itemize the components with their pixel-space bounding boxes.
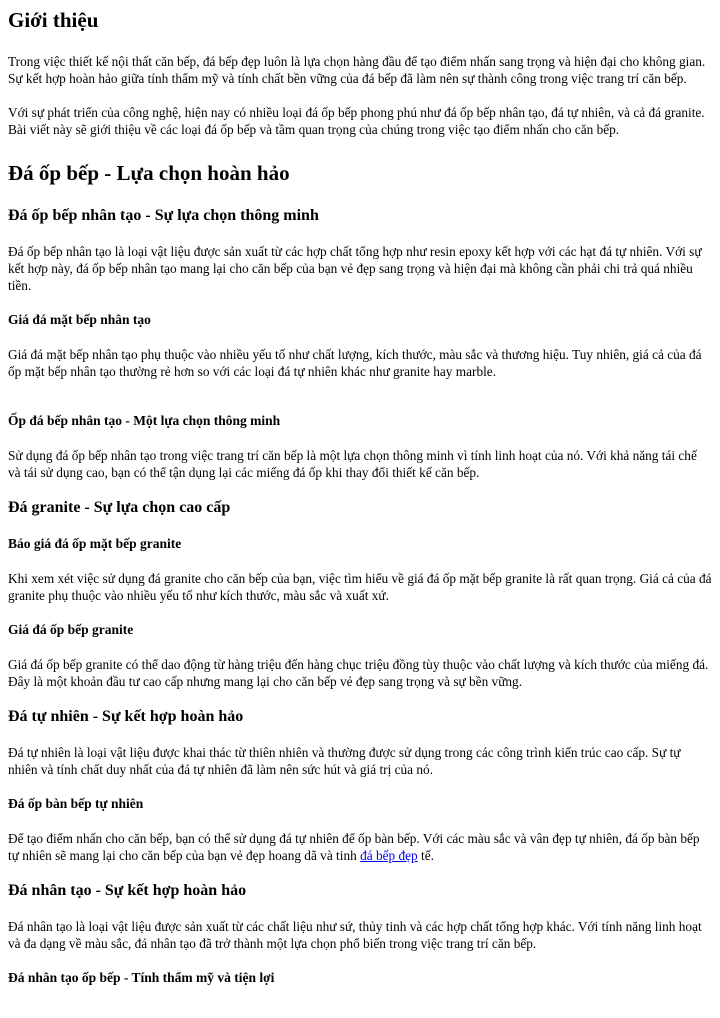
- manmade-cladding-heading: Đá nhân tạo ốp bếp - Tính thẩm mỹ và tiện lợi: [8, 970, 275, 985]
- natural-paragraph: Đá tự nhiên là loại vật liệu được khai thác từ thiên nhiên và thường được sử dụng trong các công trình kiến trúc cao cấp. Sự tự nhiên và tính chất duy nhất của đá tự nhiên đã làm nên sức hút và giá trị của nó.: [8, 745, 681, 777]
- artificial-paragraph: Đá ốp bếp nhân tạo là loại vật liệu được sản xuất từ các hợp chất tổng hợp như resin epoxy kết hợp với các hạt đá tự nhiên. Với sự kết hợp này, đá ốp bếp nhân tạo mang lại cho căn bếp của bạn vẻ đẹp sang trọng và hiện đại mà không cần phải chi trả quá nhiều tiền.: [8, 244, 702, 293]
- intro-heading: Giới thiệu: [8, 8, 99, 32]
- main-heading: Đá ốp bếp - Lựa chọn hoàn hảo: [8, 161, 290, 185]
- artificial-price-heading: Giá đá mặt bếp nhân tạo: [8, 312, 151, 327]
- natural-counter-text-before: Để tạo điểm nhấn cho căn bếp, bạn có thể sử dụng đá tự nhiên để ốp bàn bếp. Với các màu sắc và vân đẹp tự nhiên, đá ốp bàn bếp tự nhiên sẽ mang lại cho căn bếp của bạn vẻ đẹp hoang dã và tinh: [8, 831, 700, 863]
- artificial-cladding-heading: Ốp đá bếp nhân tạo - Một lựa chọn thông minh: [8, 413, 281, 428]
- natural-counter-text-after: tế.: [417, 848, 434, 863]
- granite-heading: Đá granite - Sự lựa chọn cao cấp: [8, 499, 231, 516]
- intro-paragraph-1: Trong việc thiết kế nội thất căn bếp, đá bếp đẹp luôn là lựa chọn hàng đầu để tạo điểm nhấn sang trọng và hiện đại cho không gian. Sự kết hợp hoàn hảo giữa tính thẩm mỹ và tính chất bền vững của đá bếp đã làm nên sự thành công trong việc trang trí căn bếp.: [8, 54, 706, 86]
- granite-price-heading: Giá đá ốp bếp granite: [8, 622, 134, 637]
- artificial-heading: Đá ốp bếp nhân tạo - Sự lựa chọn thông minh: [8, 207, 319, 224]
- granite-quote-heading: Báo giá đá ốp mặt bếp granite: [8, 536, 182, 551]
- manmade-paragraph: Đá nhân tạo là loại vật liệu được sản xuất từ các chất liệu như sứ, thủy tinh và các hợp chất tổng hợp khác. Với tính năng linh hoạt và đa dạng về màu sắc, đá nhân tạo đã trở thành một lựa chọn phổ biến trong việc trang trí căn bếp.: [8, 919, 702, 951]
- natural-counter-heading: Đá ốp bàn bếp tự nhiên: [8, 796, 144, 811]
- manmade-heading: Đá nhân tạo - Sự kết hợp hoàn hảo: [8, 882, 247, 899]
- intro-paragraph-2: Với sự phát triển của công nghệ, hiện nay có nhiều loại đá ốp bếp phong phú như đá ốp bếp nhân tạo, đá tự nhiên, và cả đá granite. Bài viết này sẽ giới thiệu về các loại đá ốp bếp và tầm quan trọng của chúng trong việc tạo điểm nhấn cho căn bếp.: [8, 105, 705, 137]
- artificial-cladding-paragraph: Sử dụng đá ốp bếp nhân tạo trong việc trang trí căn bếp là một lựa chọn thông minh vì tính linh hoạt của nó. Với khả năng tái chế và tái sử dụng cao, bạn có thể tận dụng lại các miếng đá ốp khi thay đổi thiết kế căn bếp.: [8, 448, 697, 480]
- natural-heading: Đá tự nhiên - Sự kết hợp hoàn hảo: [8, 708, 244, 725]
- beautiful-kitchen-stone-link[interactable]: đá bếp đẹp: [360, 848, 418, 863]
- natural-counter-paragraph: [8, 830, 712, 864]
- artificial-price-paragraph: Giá đá mặt bếp nhân tạo phụ thuộc vào nhiều yếu tố như chất lượng, kích thước, màu sắc và thương hiệu. Tuy nhiên, giá cả của đá ốp mặt bếp nhân tạo thường rẻ hơn so với các loại đá tự nhiên khác như granite hay marble.: [8, 347, 702, 379]
- granite-quote-paragraph: Khi xem xét việc sử dụng đá granite cho căn bếp của bạn, việc tìm hiểu về giá đá ốp mặt bếp granite là rất quan trọng. Giá cả của đá granite phụ thuộc vào nhiều yếu tố như kích thước, màu sắc và xuất xứ.: [8, 571, 712, 603]
- granite-price-paragraph: Giá đá ốp bếp granite có thể dao động từ hàng triệu đến hàng chục triệu đồng tùy thuộc vào chất lượng và kích thước của miếng đá. Đây là một khoản đầu tư cao cấp nhưng mang lại cho căn bếp vẻ đẹp sang trọng và sự bền vững.: [8, 657, 709, 689]
